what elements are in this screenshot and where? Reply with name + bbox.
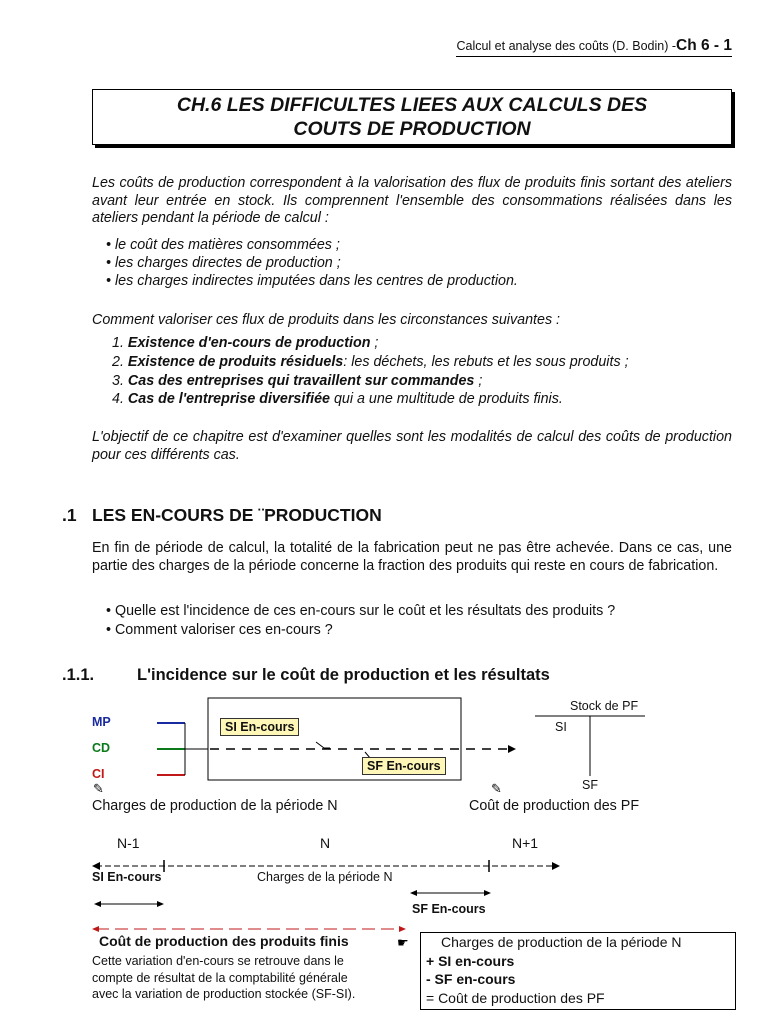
cost-formula-box [420, 932, 736, 1010]
input-cd: CD [92, 741, 111, 755]
intro-paragraph: Les coûts de production correspondent à la valorisation des flux de produits finis sortant des ateliers avant leur entrée en stock. Ils comprennent l'ensemble des consommations réalisées dans les ateliers pendant la période de calcul : [92, 175, 732, 226]
numbered-item: 3. Cas des entreprises qui travaillent sur commandes ; [112, 373, 483, 389]
bullet-item: • Quelle est l'incidence de ces en-cours sur le coût et les résultats des produits ? [106, 603, 616, 619]
title-line-2: COUTS DE PRODUCTION [293, 118, 531, 140]
cout-pf-label: Coût de production des PF [469, 798, 640, 814]
formula-line: = Coût de production des PF [426, 989, 605, 1006]
bullet-item: • le coût des matières consommées ; [106, 237, 340, 253]
period-n-minus-1: N-1 [117, 835, 140, 851]
input-ci: CI [92, 767, 105, 781]
si-encours-label: SI En-cours [220, 718, 299, 736]
si-pointer [316, 742, 330, 748]
charges-periode-label: Charges de production de la période N [92, 798, 338, 814]
cout-produits-finis-label: Coût de production des produits finis [99, 933, 349, 949]
timeline-si-label: SI En-cours [92, 870, 162, 884]
section-title: LES EN-COURS DE ¨PRODUCTION [92, 505, 382, 525]
flow-arrowhead [508, 745, 516, 753]
formula-line: - SF en-cours [426, 971, 516, 987]
numbered-item: 1. Existence d'en-cours de production ; [112, 335, 379, 351]
header-text: Calcul et analyse des coûts (D. Bodin) - [456, 39, 677, 53]
numbered-item: 4. Cas de l'entreprise diversifiée qui a une multitude de produits finis. [112, 391, 563, 407]
header-chapter: Ch 6 - 1 [676, 37, 732, 54]
chapter-title [92, 89, 732, 145]
section-number: .1 [62, 505, 77, 525]
objective-paragraph: L'objectif de ce chapitre est d'examiner quelles sont les modalités de calcul des coûts de production pour ces différents cas. [92, 429, 732, 463]
period-n: N [320, 835, 331, 851]
bullet-item: • les charges indirectes imputées dans les centres de production. [106, 273, 518, 289]
hand-pointer-glyph: ☛ [397, 936, 409, 951]
pointer-glyph-right: ✎ [491, 782, 502, 797]
numbered-item: 2. Existence de produits résiduels: les déchets, les rebuts et les sous produits ; [112, 354, 629, 370]
running-header [456, 37, 732, 57]
timeline-sf-label: SF En-cours [412, 902, 486, 916]
section-paragraph: En fin de période de calcul, la totalité de la fabrication peut ne pas être achevée. Dans ce cas, une partie des charges de la période concerne la fraction des produits qui reste en cours de fabrication. [92, 540, 732, 574]
sf-encours-label: SF En-cours [362, 757, 446, 775]
pointer-glyph-left: ✎ [93, 782, 104, 797]
variation-note: Cette variation d'en-cours se retrouve dans le compte de résultat de la comptabilité générale avec la variation de production stockée (SF-SI). [92, 954, 356, 1001]
t-account-sf: SF [582, 778, 598, 792]
bullet-item: • les charges directes de production ; [106, 255, 341, 271]
period-n-plus-1: N+1 [512, 835, 539, 851]
formula-line: Charges de production de la période N [441, 934, 682, 950]
subsection-title: L'incidence sur le coût de production et les résultats [137, 666, 550, 684]
bullet-item: • Comment valoriser ces en-cours ? [106, 622, 333, 638]
subsection-number: .1.1. [62, 666, 95, 684]
formula-line: + SI en-cours [426, 952, 515, 969]
t-account-si: SI [555, 720, 567, 734]
input-mp: MP [92, 715, 111, 729]
question-text: Comment valoriser ces flux de produits dans les circonstances suivantes : [92, 312, 561, 328]
stock-pf-label: Stock de PF [570, 699, 639, 713]
timeline-charges-label: Charges de la période N [257, 870, 393, 884]
title-line-1: CH.6 LES DIFFICULTES LIEES AUX CALCULS DES [176, 94, 648, 116]
